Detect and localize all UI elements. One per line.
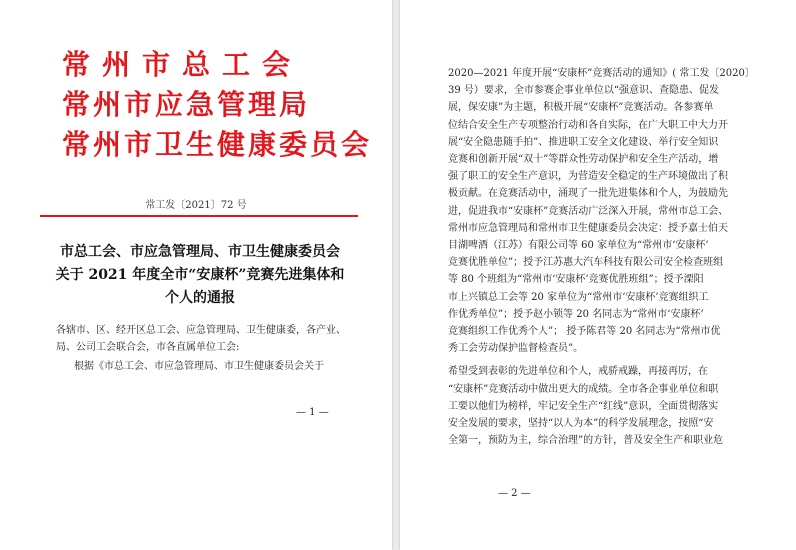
body-text-line: 强了职工的安全生产意识，为营造安全稳定的生产环境做出了积: [448, 171, 728, 183]
body-text-line: 作优秀单位”；授予赵小锁等 20 名同志为“常州市‘安康杯’: [448, 308, 704, 320]
body-text-line: 秀工会劳动保护监督检查员”。: [448, 343, 584, 355]
document-title-line-2: 关于 2021 年度全市“安康杯”竞赛先进集体和: [55, 267, 345, 283]
document-title-line-3: 个人的通报: [165, 290, 235, 306]
issuer-header-line-3: 常州市卫生健康委员会: [62, 128, 373, 161]
document-page-2: [400, 0, 796, 550]
document-page-1: [0, 0, 392, 550]
body-text-line: 市上兴镇总工会等 20 家单位为“常州市‘安康杯’竞赛组织工: [448, 291, 709, 303]
body-paragraph-start: 根据《市总工会、市应急管理局、市卫生健康委员会关于: [74, 361, 324, 372]
body-text-line: 39 号）要求，全市参赛企事业单位以“强意识、查隐患、促发: [448, 85, 720, 97]
body-text-line: 希望受到表彰的先进单位和个人，戒骄戒躁，再接再厉，在: [448, 366, 708, 378]
page-number: — 2 —: [498, 488, 531, 499]
body-text-line: 进，促进我市“安康杯”竞赛活动广泛深入开展，常州市总工会、: [448, 205, 729, 217]
body-text-line: 工要以他们为榜样，牢记安全生产“红线”意识，全面贯彻落实: [448, 400, 719, 412]
body-text-line: 展“安全隐患随手拍”、推进职工安全文化建设、举行安全知识: [448, 136, 719, 148]
body-text-line: 常州市应急管理局和常州市卫生健康委员会决定：授予嘉士伯天: [448, 222, 728, 234]
body-text-line: 等 80 个班组为“常州市‘安康杯’竞赛优胜班组”；授予溧阳: [448, 274, 704, 286]
body-text-line: 竞赛和创新开展“双十”等群众性劳动保护和安全生产活动，增: [448, 154, 719, 165]
body-text-line: 目湖啤酒（江苏）有限公司等 60 家单位为“常州市‘安康杯’: [448, 240, 709, 251]
body-text-line: 2020—2021 年度开展“安康杯”竞赛活动的通知》( 常工发〔2020〕: [448, 68, 755, 79]
body-text-line: 全第一，预防为主，综合治理”的方针，普及安全生产和职业危: [448, 435, 724, 447]
body-text-line: 展，保安康”为主题，积极开展“安康杯”竞赛活动。各参赛单: [448, 102, 714, 114]
body-text-line: “安康杯”竞赛活动中做出更大的成绩。全市各企事业单位和职: [448, 383, 719, 395]
body-text-line: 竞赛组织工作优秀个人”； 授予陈君等 20 名同志为“常州市优: [448, 326, 721, 337]
addressee-line-2: 局、公司工会联合会，市各直属单位工会:: [56, 342, 240, 353]
body-text-line: 位结合安全生产专项整治行动和各自实际，在广大职工中大力开: [448, 119, 728, 131]
body-text-line: 极贡献。在竞赛活动中，涌现了一批先进集体和个人，为鼓励先: [448, 188, 728, 200]
body-text-line: 竞赛优胜单位”；授予江苏惠大汽车科技有限公司安全检查班组: [448, 257, 724, 269]
addressee-line-1: 各辖市、区、经开区总工会、应急管理局、卫生健康委，各产业、: [56, 325, 346, 336]
page-number: — 1 —: [296, 407, 329, 418]
red-divider-line: [40, 215, 358, 217]
issuer-header-line-2: 常州市应急管理局: [62, 88, 311, 121]
document-title-line-1: 市总工会、市应急管理局、市卫生健康委员会: [60, 244, 340, 260]
body-text-line: 安全发展的要求，坚持“以人为本”的科学发展理念，按照“安: [448, 418, 714, 429]
issuer-header-line-1: 常州市总工会: [62, 48, 303, 81]
document-number: 常工发〔2021〕72 号: [145, 200, 247, 211]
